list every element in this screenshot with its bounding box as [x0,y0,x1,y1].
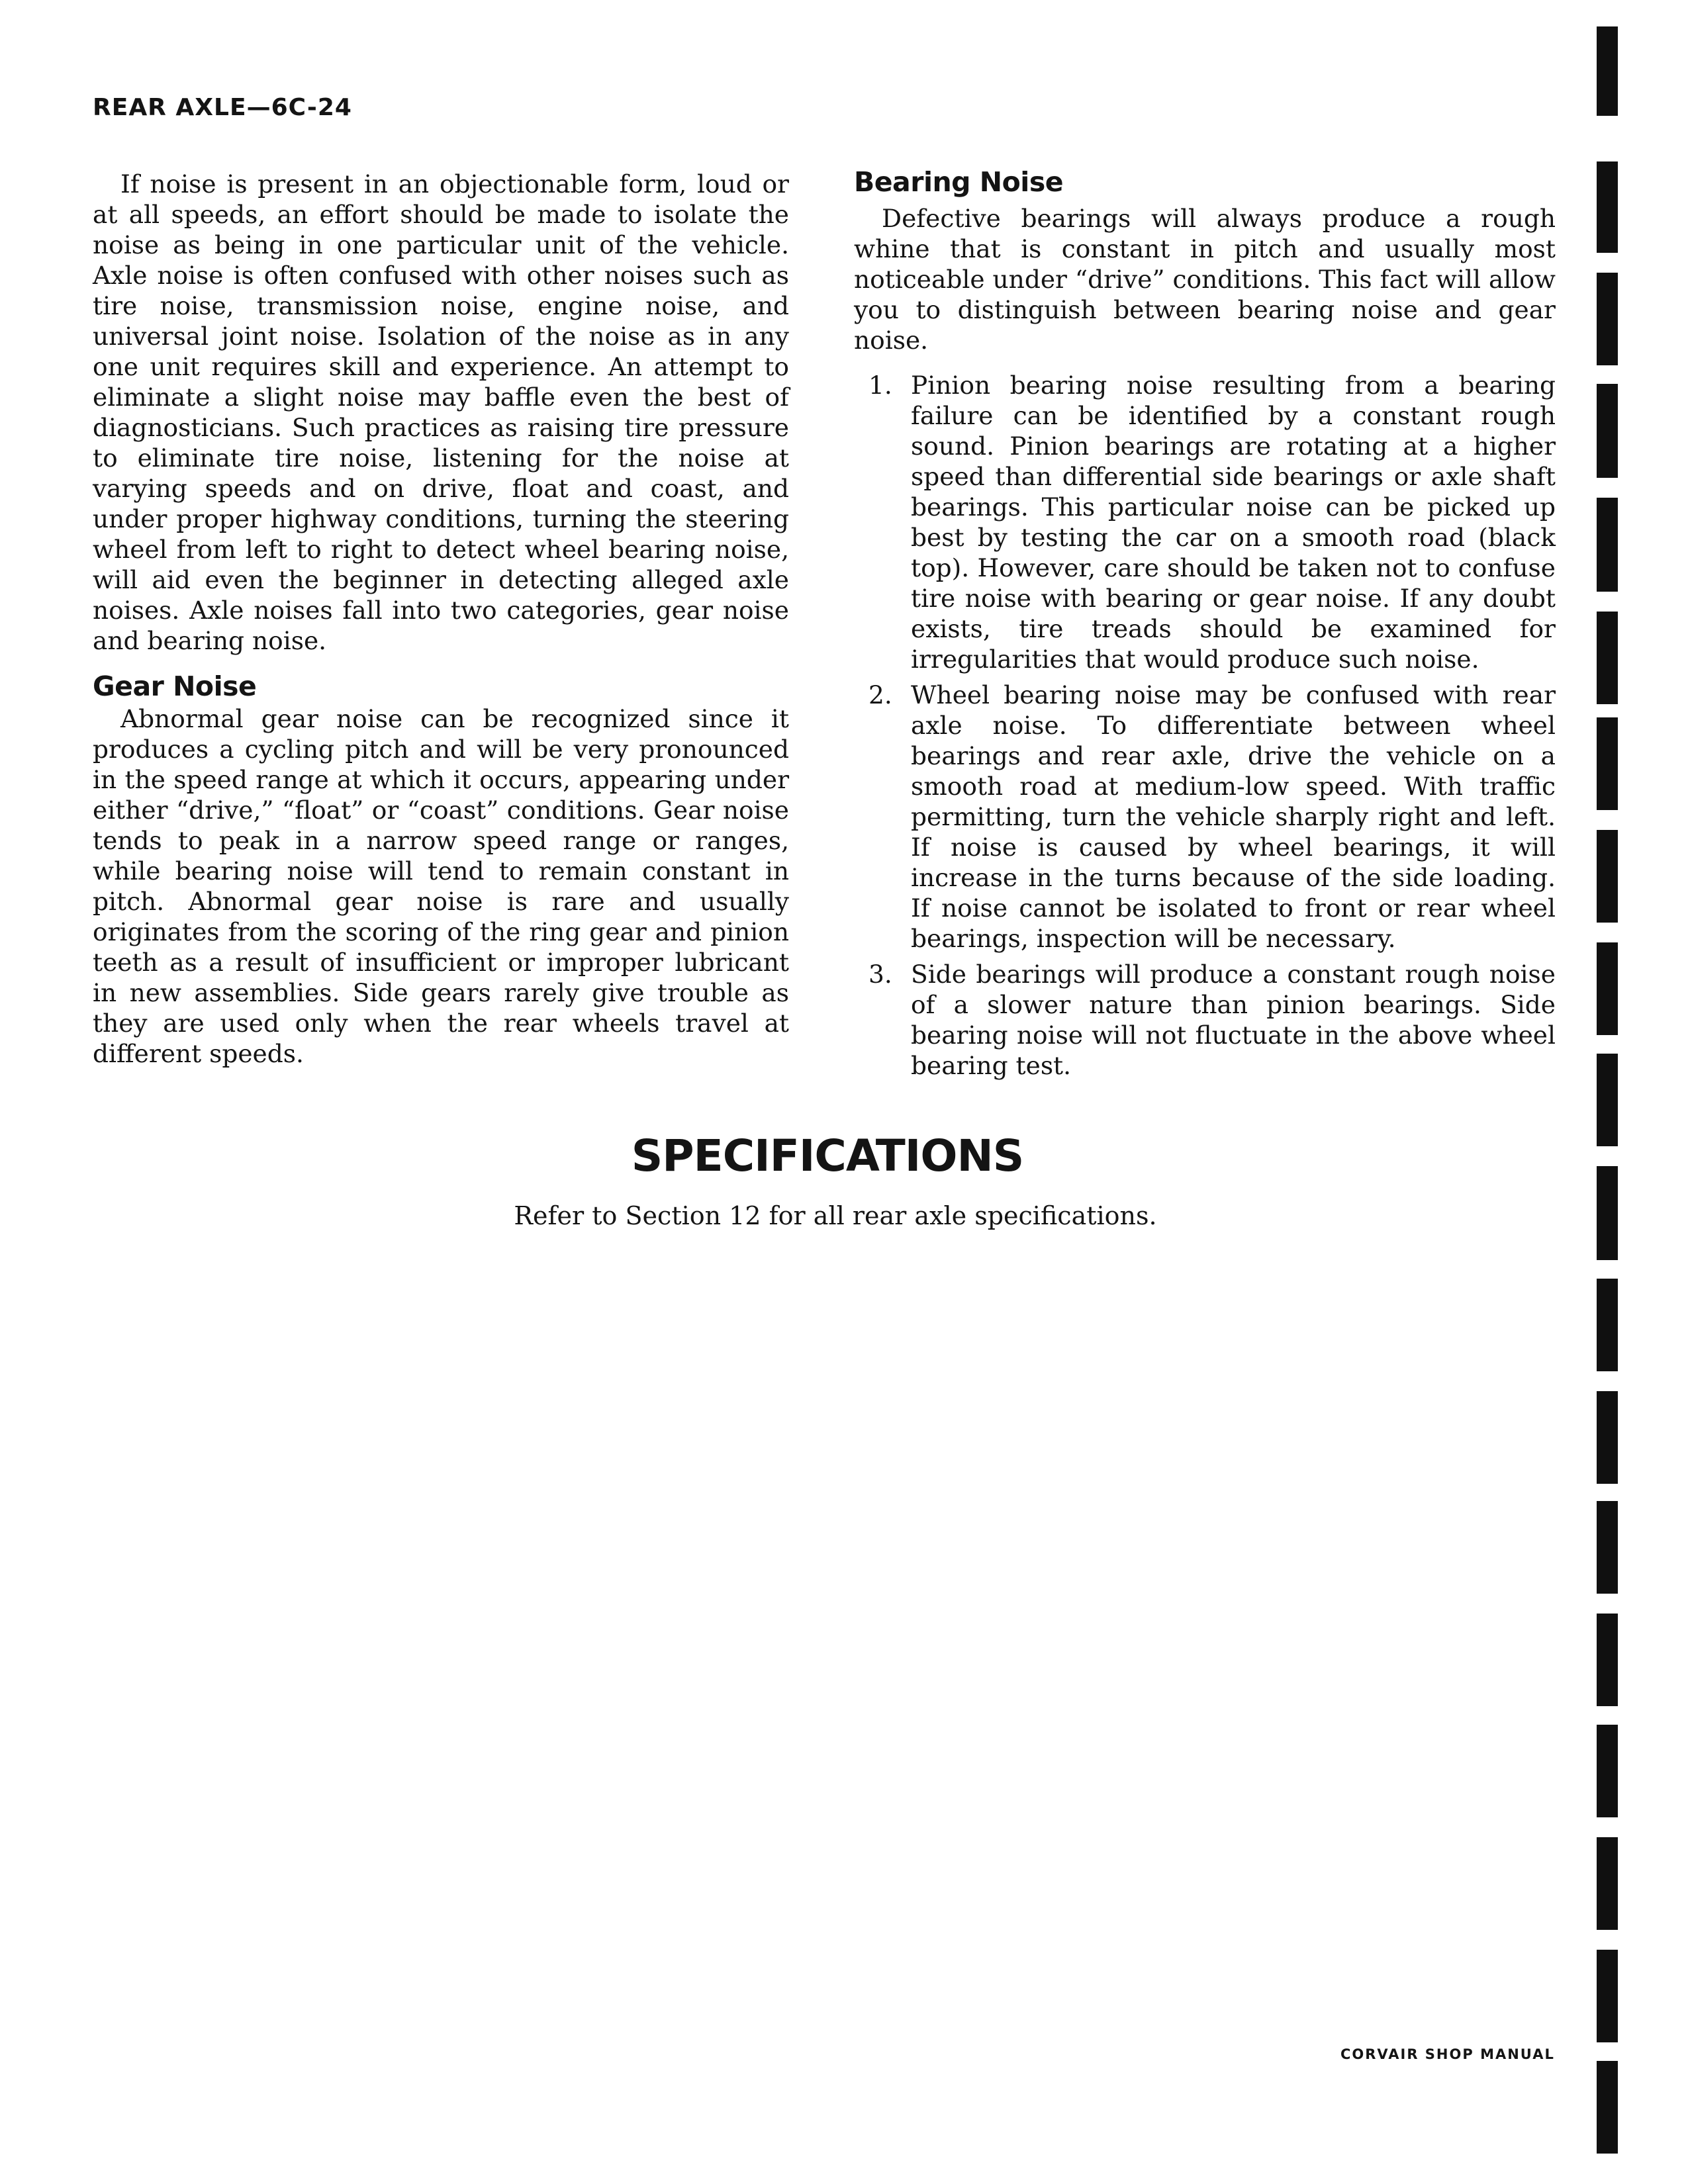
binding-mark [1597,1391,1618,1484]
list-item-text: Pinion bearing noise resulting from a bearing failure can be identified by a constant rough sound. Pinion bearings are rotating at a higher speed than differential side bearings or axle shaft bearings. This particular noise can be picked up best by testing the car on a smooth road (black top). However, care should be taken not to confuse tire noise with bearing or gear noise. If any doubt exists, tire treads should be examined for irregularities that would produce such noise. [911,371,1556,674]
bearing-noise-list [854,370,1556,1081]
specifications-heading: SPECIFICATIONS [631,1130,1024,1181]
binding-mark [1597,1950,1618,2042]
binding-margin-marks [1597,0,1623,2184]
right-column [854,166,1556,1086]
binding-mark [1597,1725,1618,1817]
list-item-number: 2. [868,680,892,709]
binding-mark [1597,717,1618,810]
bearing-noise-heading: Bearing Noise [854,166,1064,198]
binding-mark [1597,1054,1618,1146]
binding-mark [1597,1166,1618,1260]
binding-mark [1597,1614,1618,1706]
binding-mark [1597,273,1618,365]
intro-paragraph: If noise is present in an objectionable form, loud or at all speeds, an effort should be made to isolate the noise as being in one particular unit of the vehicle. Axle noise is often confused with other noises such as tire noise, transmission noise, engine noise, and universal joint noise. Isolation of the noise as in any one unit requires skill and experience. An attempt to eliminate a slight noise may baffle even the best of diagnosticians. Such practices as raising tire pressure to eliminate tire noise, listening for the noise at varying speeds and on drive, float and coast, and under proper highway conditions, turning the steering wheel from left to right to detect wheel bearing noise, will aid even the beginner in detecting alleged axle noises. Axle noises fall into two categories, gear noise and bearing noise. [93,169,789,655]
list-item-number: 1. [868,371,892,400]
list-item [854,370,1556,674]
binding-mark [1597,1501,1618,1594]
binding-mark [1597,384,1618,478]
binding-mark [1597,612,1618,704]
binding-mark [1597,1279,1618,1371]
gear-noise-heading: Gear Noise [93,670,257,702]
gear-noise-paragraph: Abnormal gear noise can be recognized since it produces a cycling pitch and will be very pronounced in the speed range at which it occurs, appearing under either “drive,” “float” or “coast” conditions. Gear noise tends to peak in a narrow speed range or ranges, while bearing noise will tend to remain constant in pitch. Abnormal gear noise is rare and usually originates from the scoring of the ring gear and pinion teeth as a result of insufficient or improper lubricant in new assemblies. Side gears rarely give trouble as they are used only when the rear wheels travel at different speeds. [93,704,789,1068]
list-item-text: Side bearings will produce a constant rough noise of a slower nature than pinion bearings. Side bearing noise will not fluctuate in the above wheel bearing test. [911,960,1556,1080]
binding-mark [1597,830,1618,923]
specifications-text: Refer to Section 12 for all rear axle specifications. [514,1201,1157,1230]
running-head: REAR AXLE—6C-24 [93,94,352,121]
footer-manual-title: CORVAIR SHOP MANUAL [1340,2046,1555,2062]
list-item-number: 3. [868,960,892,989]
list-item [854,959,1556,1081]
bearing-noise-paragraph: Defective bearings will always produce a rough whine that is constant in pitch and usually most noticeable under “drive” conditions. This fact will allow you to distinguish between bearing noise and gear noise. [854,204,1556,355]
binding-mark [1597,26,1618,116]
binding-mark [1597,2061,1618,2154]
binding-mark [1597,498,1618,592]
list-item-text: Wheel bearing noise may be confused with rear axle noise. To differentiate between wheel bearings and rear axle, drive the vehicle on a smooth road at medium-low speed. With traffic permitting, turn the vehicle sharply right and left. If noise is caused by wheel bearings, it will increase in the turns because of the side loading. If noise cannot be isolated to front or rear wheel bearings, inspection will be necessary. [911,680,1556,953]
binding-mark [1597,1837,1618,1930]
binding-mark [1597,161,1618,253]
left-column [93,169,789,1069]
list-item [854,680,1556,954]
binding-mark [1597,942,1618,1035]
